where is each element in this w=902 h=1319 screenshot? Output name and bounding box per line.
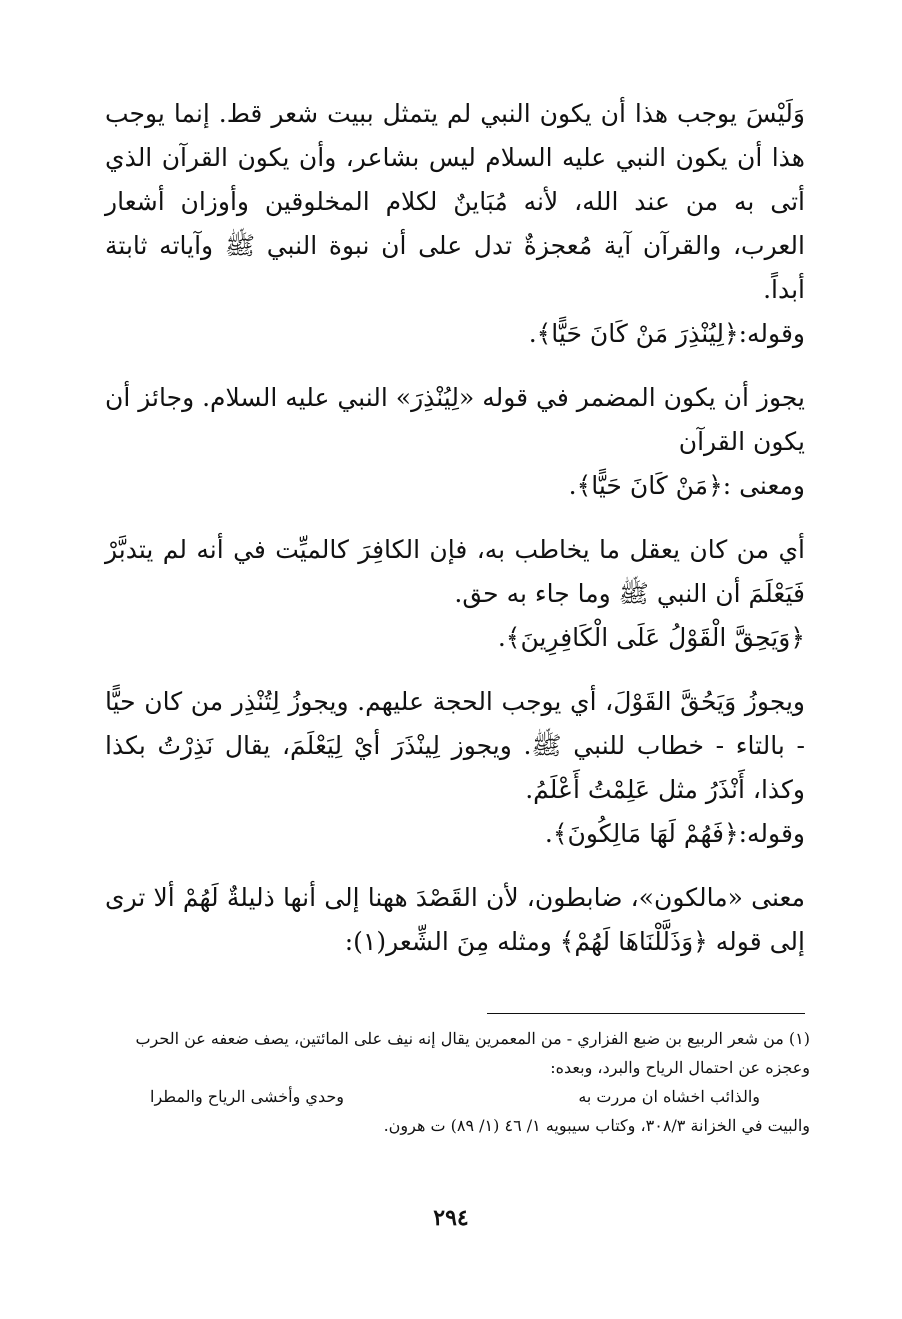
verse-quote-2: ومعنى :﴿مَنْ كَانَ حَيًّا﴾. (568, 471, 805, 500)
verse-hemistich-first: والذائب اخشاه ان مررت به (578, 1087, 760, 1106)
paragraph-3: أي من كان يعقل ما يخاطب به، فإن الكافِرَ كالميِّت في أنه لم يتدبَّرْ فَيَعْلَمَ أن النبي ﷺ وما جاء به حق. (105, 535, 805, 608)
paragraph-4: ويجوزُ وَيَحُقَّ القَوْلَ، أي يوجب الحجة عليهم. ويجوزُ لِتُنْذِر من كان حيًّا - بالتاء - خطاب للنبي ﷺ. ويجوز لِينْذَرَ أيْ لِيَعْلَمَ، يقال نَذِرْتُ بكذا وكذا، أَنْذَرُ مثل عَلِمْتُ أَعْلَمُ. (105, 687, 805, 804)
verse-hemistich-second: وحدي وأخشى الرياح والمطرا (150, 1087, 344, 1106)
footnotes (105, 1024, 810, 1140)
paragraph-5: معنى «مالكون»، ضابطون، لأن القَصْدَ ههنا إلى أنها ذليلةٌ لَهُمْ ألا ترى إلى قوله ﴿وَذَلَّلْنَاهَا لَهُمْ﴾ ومثله مِنَ الشِّعر(١): (105, 883, 805, 956)
paragraph-2: يجوز أن يكون المضمر في قوله «لِيُنْذِرَ» النبي عليه السلام. وجائز أن يكون القرآن (105, 383, 805, 456)
verse-quote-3: ﴿وَيَحِقَّ الْقَوْلُ عَلَى الْكَافِرِينَ﴾. (497, 623, 805, 652)
main-text (105, 92, 805, 964)
paragraph-1: وَلَيْسَ يوجب هذا أن يكون النبي لم يتمثل ببيت شعر قط. إنما يوجب هذا أن يكون النبي عليه السلام ليس بشاعر، وأن يكون القرآن الذي أتى به من عند الله، لأنه مُبَاينٌ لكلام المخلوقين وأوزان أشعار العرب، والقرآن آية مُعجزةٌ تدل على أن نبوة النبي ﷺ وآياته ثابتة أبداً. (105, 99, 805, 304)
footnote-1: (١) من شعر الربيع بن ضبع الفزاري - من المعمرين يقال إنه نيف على المائتين، يصف ضعفه عن الحرب وعجزه عن احتمال الرياح والبرد، وبعده: (135, 1029, 810, 1077)
page-number: ٢٩٤ (433, 1205, 469, 1231)
footnote-divider (487, 1013, 805, 1014)
footnote-reference: والبيت في الخزانة ٣٠٨/٣، وكتاب سيبويه ١/ ٤٦ (١/ ٨٩) ت هرون. (383, 1116, 810, 1135)
verse-quote-1: وقوله:﴿لِيُنْذِرَ مَنْ كَانَ حَيًّا﴾. (528, 319, 805, 348)
footnote-verse (105, 1082, 810, 1111)
verse-quote-4: وقوله:﴿فَهُمْ لَهَا مَالِكُونَ﴾. (544, 819, 805, 848)
